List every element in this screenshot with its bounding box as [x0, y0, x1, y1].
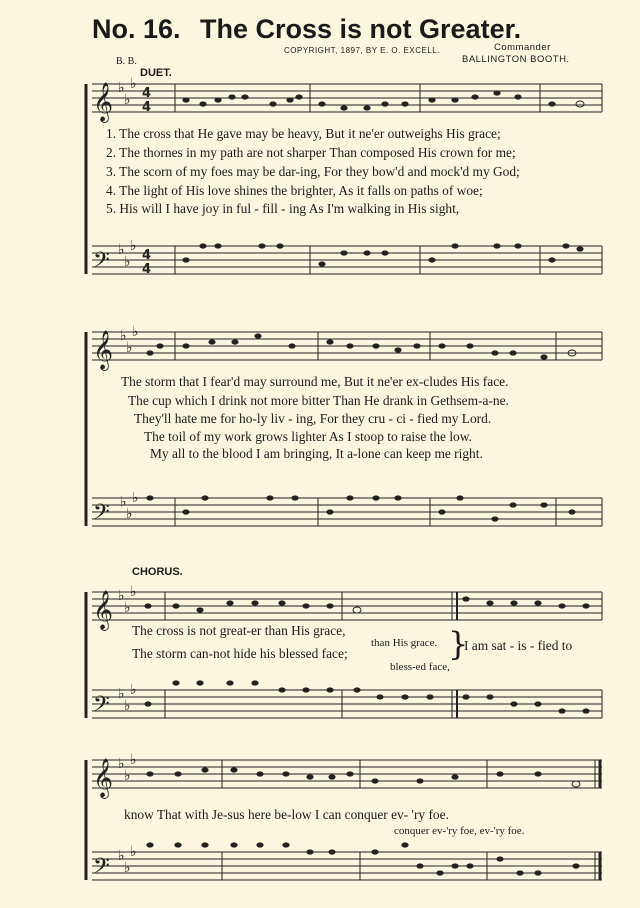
svg-text:♭: ♭: [130, 752, 137, 768]
composer-title: Commander: [494, 42, 551, 53]
notes-1: [182, 90, 584, 110]
svg-text:♭: ♭: [118, 686, 125, 702]
svg-text:♭: ♭: [124, 600, 131, 616]
chorus-line-2-echo: bless-ed face,: [390, 661, 450, 673]
svg-text:♭: ♭: [120, 494, 127, 510]
verse-3-line-2: They'll hate me for ho-ly liv - ing, For they cru - ci - fied my Lord.: [134, 411, 492, 426]
verse-1-line-2: The storm that I fear'd may surround me, But it ne'er ex-cludes His face.: [121, 374, 509, 389]
verse-3-line-1: 3. The scorn of my foes may be dar-ing, For they bow'd and mock'd my God;: [106, 164, 520, 179]
chorus-line-2: The storm can-not hide his blessed face;: [132, 646, 348, 661]
svg-text:♭: ♭: [118, 848, 125, 864]
verse-1-line-1: 1. The cross that He gave may be heavy, But it ne'er outweighs His grace;: [106, 126, 501, 141]
chorus-line-3: know That with Je-sus here be-low I can conquer ev- 'ry foe.: [124, 807, 449, 822]
chorus-right-text: I am sat - is - fied to: [464, 638, 573, 653]
notes-2-bass: [146, 495, 575, 521]
svg-text:𝄞: 𝄞: [93, 590, 114, 630]
staff-2-bass: [92, 498, 602, 526]
svg-text:♭: ♭: [130, 584, 137, 600]
svg-text:4: 4: [142, 86, 152, 101]
svg-text:♭: ♭: [130, 682, 137, 698]
author-initials: B. B.: [116, 56, 137, 67]
svg-text:♭: ♭: [130, 844, 137, 860]
svg-text:𝄞: 𝄞: [93, 758, 114, 798]
staff-3-bass: [92, 690, 602, 718]
staff-1-bass: [92, 246, 602, 274]
chorus-label: CHORUS.: [132, 566, 183, 578]
svg-text:♭: ♭: [124, 254, 131, 270]
duet-label: DUET.: [140, 67, 172, 79]
svg-text:♭: ♭: [120, 328, 127, 344]
staff-4-bass: [92, 852, 602, 880]
svg-text:𝄞: 𝄞: [93, 82, 114, 122]
svg-text:𝄢: 𝄢: [93, 248, 110, 278]
verse-5-line-1: 5. His will I have joy in ful - fill - ing As I'm walking in His sight,: [106, 201, 460, 216]
svg-text:4: 4: [142, 248, 152, 263]
chorus-line-1: The cross is not great-er than His grace,: [132, 623, 346, 638]
svg-text:♭: ♭: [124, 860, 131, 876]
chorus-line-1-echo: than His grace.: [371, 637, 438, 649]
hymn-title: The Cross is not Greater.: [200, 14, 522, 44]
svg-text:𝄢: 𝄢: [93, 500, 110, 530]
svg-text:4: 4: [142, 100, 152, 115]
hymn-number: No. 16.: [92, 14, 181, 44]
svg-text:♭: ♭: [126, 506, 133, 522]
svg-text:4: 4: [142, 262, 152, 277]
svg-text:♭: ♭: [118, 80, 125, 96]
chorus-brace: }: [448, 625, 469, 663]
svg-text:♭: ♭: [132, 490, 139, 506]
verse-2-line-2: The cup which I drink not more bitter Than He drank in Gethsem-a-ne.: [128, 393, 509, 408]
svg-text:𝄢: 𝄢: [93, 692, 110, 722]
svg-text:♭: ♭: [124, 768, 131, 784]
svg-text:𝄞: 𝄞: [93, 330, 114, 370]
svg-text:♭: ♭: [118, 588, 125, 604]
svg-text:♭: ♭: [124, 92, 131, 108]
svg-text:𝄢: 𝄢: [93, 854, 110, 884]
chorus-line-3-echo: conquer ev-'ry foe, ev-'ry foe.: [394, 825, 525, 837]
copyright-notice: COPYRIGHT, 1897, BY E. O. EXCELL.: [284, 46, 440, 55]
composer-name: BALLINGTON BOOTH.: [462, 54, 570, 65]
verse-4-line-2: The toil of my work grows lighter As I stoop to raise the low.: [144, 429, 472, 444]
svg-text:♭: ♭: [130, 76, 137, 92]
svg-text:♭: ♭: [130, 238, 137, 254]
staff-3-treble: [92, 592, 602, 620]
svg-text:♭: ♭: [124, 698, 131, 714]
svg-text:♭: ♭: [118, 756, 125, 772]
notes-1-bass: [182, 243, 583, 266]
svg-text:♭: ♭: [118, 242, 125, 258]
svg-text:♭: ♭: [126, 340, 133, 356]
verse-4-line-1: 4. The light of His love shines the brighter, As it falls on paths of woe;: [106, 183, 483, 198]
verse-2-line-1: 2. The thornes in my path are not sharper Than composed His crown for me;: [106, 145, 516, 160]
notes-4: [146, 767, 580, 787]
svg-text:♭: ♭: [132, 324, 139, 340]
verse-5-line-2: My all to the blood I am bringing, It a-lone can keep me right.: [150, 446, 483, 461]
